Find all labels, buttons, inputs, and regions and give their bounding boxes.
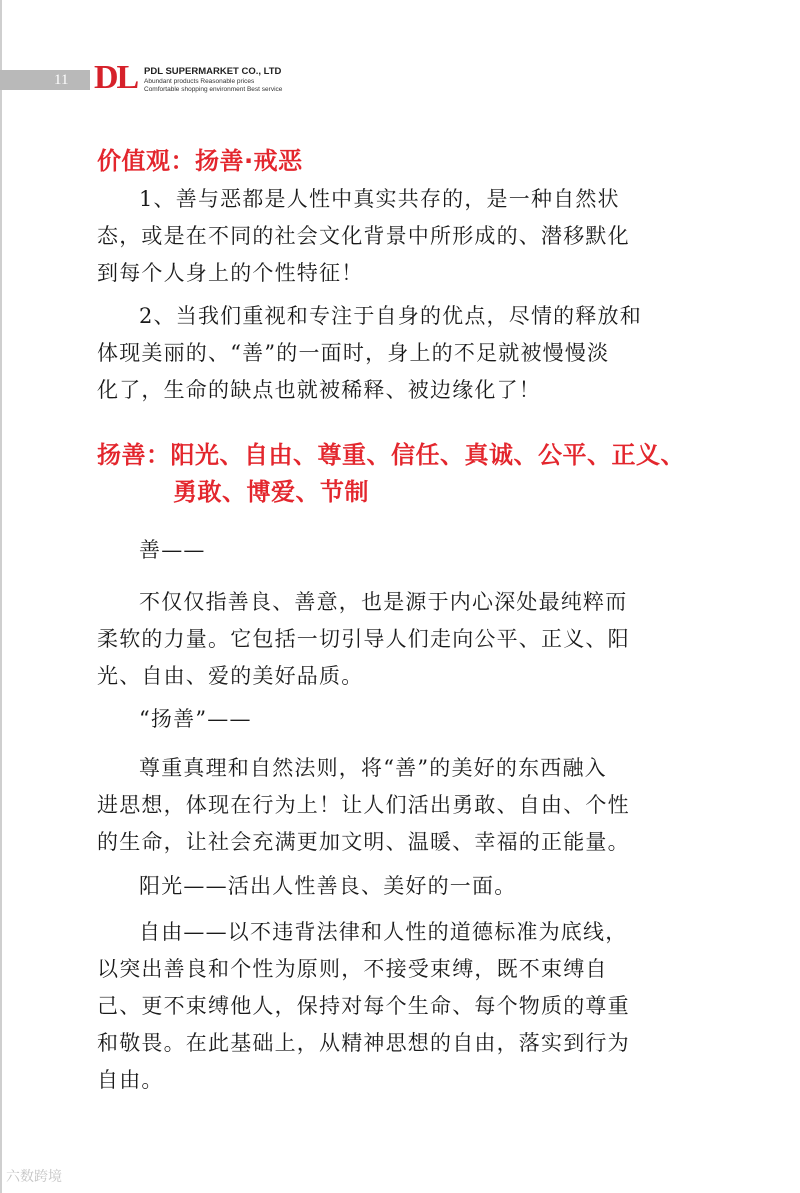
yangshan-line: 尊重真理和自然法则，将“善”的美好的东西融入 bbox=[139, 756, 607, 780]
company-logo bbox=[94, 58, 294, 98]
shan-label: 善—— bbox=[139, 538, 206, 562]
yangshan-line: 进思想，体现在行为上！让人们活出勇敢、自由、个性 bbox=[97, 793, 630, 817]
virtues-heading-line-2: 勇敢、博爱、节制 bbox=[173, 478, 369, 506]
yangshan-paragraph bbox=[97, 750, 697, 861]
paragraph-2-line: 体现美丽的、“善”的一面时，身上的不足就被慢慢淡 bbox=[97, 341, 610, 365]
freedom-line: 己、更不束缚他人，保持对每个生命、每个物质的尊重 bbox=[97, 994, 630, 1018]
freedom-line: 自由。 bbox=[97, 1068, 164, 1092]
shan-line: 不仅仅指善良、善意，也是源于内心深处最纯粹而 bbox=[139, 590, 628, 614]
freedom-line: 和敬畏。在此基础上，从精神思想的自由，落实到行为 bbox=[97, 1031, 630, 1055]
paragraph-1 bbox=[97, 181, 697, 292]
shan-line: 光、自由、爱的美好品质。 bbox=[97, 664, 364, 688]
paragraph-1-line: 态，或是在不同的社会文化背景中所形成的、潜移默化 bbox=[97, 224, 630, 248]
shan-paragraph bbox=[97, 584, 697, 695]
logo-company-name: PDL SUPERMARKET CO., LTD bbox=[144, 66, 282, 77]
page-edge bbox=[0, 0, 2, 1193]
logo-tagline-2: Comfortable shopping environment Best service bbox=[144, 86, 283, 93]
yangshan-line: 的生命，让社会充满更加文明、温暖、幸福的正能量。 bbox=[97, 830, 630, 854]
section-title: 价值观：扬善·戒恶 bbox=[97, 147, 303, 175]
paragraph-1-line: 1、善与恶都是人性中真实共存的，是一种自然状 bbox=[139, 187, 620, 211]
freedom-line: 自由——以不违背法律和人性的道德标准为底线， bbox=[139, 920, 628, 944]
virtues-heading-line-1: 扬善：阳光、自由、尊重、信任、真诚、公平、正义、 bbox=[97, 441, 685, 469]
paragraph-2-line: 2、当我们重视和专注于自身的优点，尽情的释放和 bbox=[139, 304, 642, 328]
freedom-line: 以突出善良和个性为原则，不接受束缚，既不束缚自 bbox=[97, 957, 608, 981]
sunshine-paragraph: 阳光——活出人性善良、美好的一面。 bbox=[139, 874, 517, 898]
freedom-paragraph bbox=[97, 914, 697, 1099]
yangshan-label: “扬善”—— bbox=[139, 707, 252, 731]
page-number: 11 bbox=[54, 72, 69, 88]
paragraph-1-line: 到每个人身上的个性特征！ bbox=[97, 261, 364, 285]
logo-mark: DL bbox=[94, 59, 138, 96]
shan-line: 柔软的力量。它包括一切引导人们走向公平、正义、阳 bbox=[97, 627, 630, 651]
paragraph-2 bbox=[97, 298, 697, 409]
paragraph-2-line: 化了，生命的缺点也就被稀释、被边缘化了！ bbox=[97, 378, 541, 402]
watermark: 六数跨境 bbox=[6, 1169, 62, 1185]
logo-tagline-1: Abundant products Reasonable prices bbox=[144, 78, 255, 85]
